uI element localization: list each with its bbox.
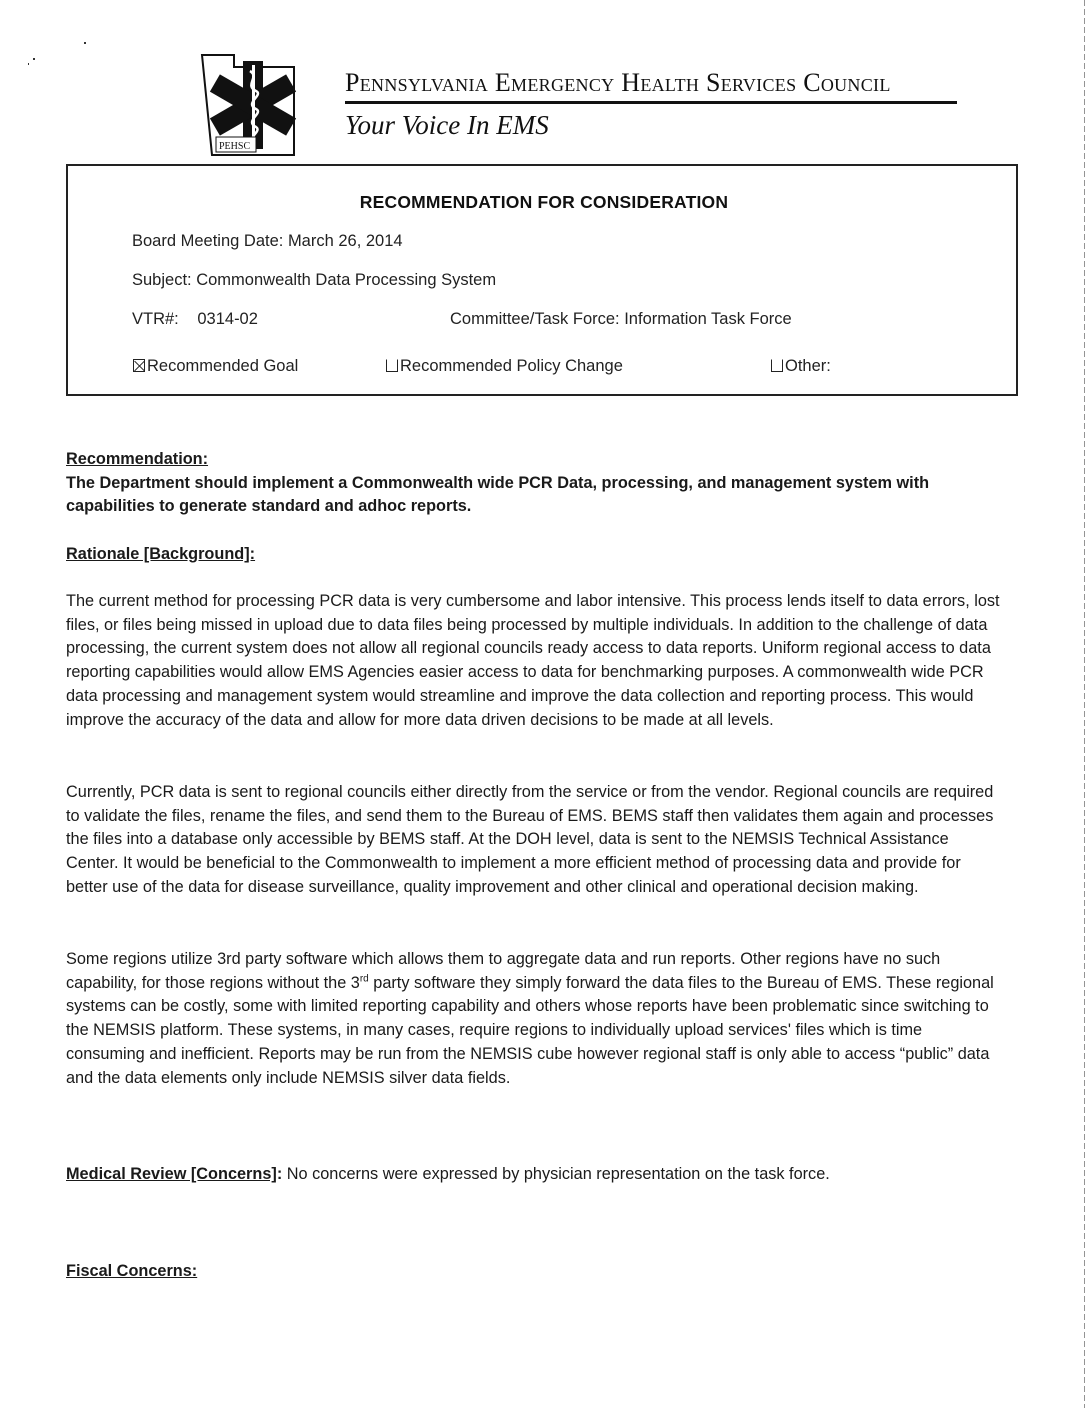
vtr-label: VTR#: — [132, 310, 179, 328]
option-label: Recommended Goal — [147, 357, 299, 375]
subject-row — [132, 271, 496, 290]
rationale-paragraph-2: Currently, PCR data is sent to regional councils either directly from the service or from the vendor. Regional councils are required to validate the files, rename the files, and send them to the Bureau of EMS. BEMS staff then validates them again and processes the files into a database only accessible by BEMS staff. At the DOH level, data is sent to the NEMSIS Technical Assistance Center. It would be beneficial to the Commonwealth to implement a more efficient method of processing data and provide for better use of the data for disease surveillance, quality improvement and other clinical and operational decision making. — [66, 783, 994, 896]
scan-speck — [33, 58, 35, 60]
checkbox-unchecked-icon[interactable] — [386, 359, 398, 372]
subject-label: Subject: — [132, 271, 192, 289]
board-meeting-date-value: March 26, 2014 — [287, 232, 403, 250]
star-of-life-icon — [198, 47, 298, 159]
superscript-rd: rd — [359, 973, 369, 985]
medical-review-colon: : — [276, 1165, 283, 1183]
medical-review-section — [66, 1163, 986, 1187]
checkbox-checked-icon[interactable] — [133, 359, 145, 372]
organization-name: Pennsylvania Emergency Health Services Council — [345, 68, 891, 97]
fiscal-concerns-section — [66, 1260, 986, 1284]
rationale-paragraph-3 — [66, 948, 1001, 1090]
committee-label: Committee/Task Force: — [450, 310, 620, 328]
scan-speck — [84, 42, 86, 44]
committee-row — [450, 310, 792, 329]
paragraph-text: Some regions utilize 3rd party software which allows them to aggregate data and run reports. Other regions have no such capability, for those regions without the 3 — [66, 950, 941, 992]
rationale-paragraph — [66, 590, 1001, 732]
vtr-value: 0314-02 — [197, 310, 258, 328]
fiscal-concerns-heading: Fiscal Concerns: — [66, 1262, 198, 1280]
organization-tagline: Your Voice In EMS — [345, 110, 549, 140]
logo-text: PEHSC — [219, 141, 251, 152]
board-meeting-date-label: Board Meeting Date: — [132, 232, 284, 250]
rationale-paragraph — [66, 781, 1001, 900]
committee-value: Information Task Force — [624, 310, 792, 328]
rationale-paragraph-1: The current method for processing PCR data is very cumbersome and labor intensive. This process lends itself to data errors, lost files, or files being missed in upload due to data files being processed by multiple individuals. In addition to the challenge of data processing, the current system does not allow all regional councils ready access to data reports. Uniform regional access to data reporting capabilities would allow EMS Agencies easier access to data for benchmarking purposes. A commonwealth wide PCR data processing and management system would streamline and improve the data collection and reporting process. This would improve the accuracy of the data and allow for more data driven decisions to be made at all levels. — [66, 592, 1000, 729]
option-recommended-goal[interactable] — [133, 357, 298, 376]
board-meeting-date-row — [132, 232, 403, 251]
subject-value: Commonwealth Data Processing System — [196, 271, 497, 289]
rationale-heading-block — [66, 543, 986, 567]
option-recommended-policy-change[interactable] — [386, 357, 623, 376]
vtr-row — [132, 310, 258, 329]
checkbox-unchecked-icon[interactable] — [771, 359, 783, 372]
rationale-paragraph — [66, 948, 1001, 1090]
header-rule — [345, 101, 957, 104]
scan-speck — [28, 63, 29, 65]
rationale-heading: Rationale [Background]: — [66, 545, 256, 563]
medical-review-line — [66, 1163, 986, 1187]
medical-review-heading: Medical Review [Concerns] — [66, 1165, 277, 1183]
option-label: Other: — [785, 357, 831, 375]
option-label: Recommended Policy Change — [400, 357, 623, 375]
recommendation-text: The Department should implement a Commonwealth wide PCR Data, processing, and management system with capabilities to generate standard and adhoc reports. — [66, 473, 930, 516]
recommendation-section — [66, 448, 986, 519]
pehsc-logo — [198, 47, 298, 159]
medical-review-text: No concerns were expressed by physician representation on the task force. — [282, 1165, 830, 1183]
paragraph-text: party software they simply forward the data files to the Bureau of EMS. These regional systems can be costly, some with limited reporting capability and others whose reports have been problematic since switching to the NEMSIS platform. These systems, in many cases, require regions to individually upload services' files which is time consuming and inefficient. Reports may be run from the NEMSIS cube however regional staff is only able to access “public” data and the data elements only include NEMSIS silver data fields. — [66, 973, 994, 1087]
option-other[interactable] — [771, 357, 831, 376]
form-title: RECOMMENDATION FOR CONSIDERATION — [359, 192, 729, 212]
recommendation-heading: Recommendation: — [66, 450, 209, 468]
